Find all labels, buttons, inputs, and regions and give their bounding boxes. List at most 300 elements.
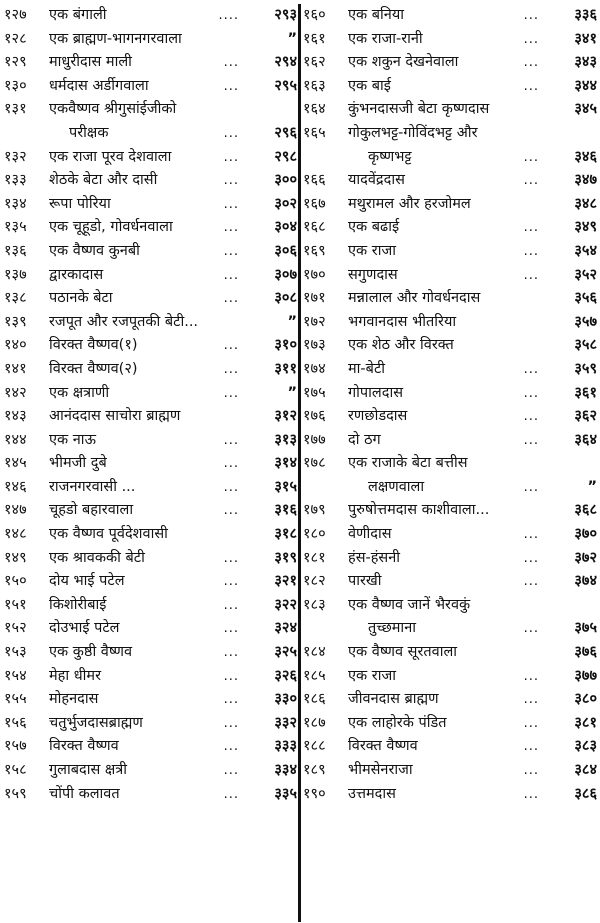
entry-page-number: २९४: [274, 54, 297, 71]
entry-title-line: विरक्त वैष्णव(२): [49, 360, 138, 377]
index-entry: [303, 429, 597, 453]
entry-number: १८१: [303, 549, 326, 566]
entry-number: १६४: [303, 101, 326, 118]
entry-number: १८९: [303, 762, 326, 778]
entry-number: १५९: [4, 785, 27, 802]
entry-page-number: ३७०: [574, 526, 597, 543]
entry-title-line: माधुरीदास माली: [49, 54, 132, 71]
entry-title-line: चतुर्भुजदासब्राह्मण: [49, 714, 143, 731]
entry-page-number: ३३४: [274, 762, 297, 778]
entry-title-line: एक क्षत्राणी: [49, 384, 110, 401]
entry-page-number: ३२१: [274, 573, 297, 590]
entry-title-line: एक वैष्णव सूरतवाला: [348, 644, 458, 661]
entry-page-number: ३४१: [574, 30, 597, 47]
entry-title-line: एक बंगाली: [49, 7, 107, 23]
entry-page-number: ३८६: [574, 785, 597, 802]
entry-number: १६९: [303, 242, 326, 259]
entry-number: १७५: [303, 384, 326, 401]
entry-title-line: विरक्त वैष्णव: [348, 738, 418, 755]
entry-page-number: ३७५: [574, 620, 597, 637]
entry-number: १५७: [4, 738, 27, 755]
entry-number: १४०: [4, 337, 27, 354]
index-entry: [4, 759, 297, 783]
entry-number: १३६: [4, 242, 27, 259]
index-entry: [303, 358, 597, 382]
entry-title-line: भगवानदास भीतरिया: [348, 313, 457, 330]
entry-number: १३८: [4, 290, 27, 307]
entry-title-line: शेठके बेटा और दासी: [49, 172, 158, 189]
entry-page-number: ३६४: [574, 431, 597, 448]
entry-number: १४५: [4, 455, 27, 472]
entry-title-line: मोहनदास: [49, 691, 99, 708]
leader-dots: ...: [223, 739, 239, 755]
index-entry: [303, 240, 597, 264]
entry-number: १६६: [303, 172, 326, 189]
entry-page-number: ”: [287, 384, 297, 401]
leader-dots: ...: [223, 196, 239, 212]
entry-number: १७२: [303, 313, 326, 330]
entry-page-number: ”: [287, 313, 297, 330]
index-entry: [4, 146, 297, 170]
entry-title-continuation: लक्षणवाला: [368, 478, 425, 495]
entry-number: १३०: [4, 77, 27, 94]
index-entry: [4, 617, 297, 641]
leader-dots: ...: [523, 55, 539, 71]
leader-dots: ...: [523, 479, 539, 495]
entry-number: १८७: [303, 714, 326, 731]
leader-dots: ...: [523, 409, 539, 425]
entry-title-line: दो ठग: [348, 431, 381, 448]
entry-page-number: ३४४: [574, 77, 597, 94]
entry-number: १५६: [4, 714, 27, 731]
leader-dots: ...: [223, 645, 239, 661]
leader-dots: ...: [523, 432, 539, 448]
entry-title-line: रूपा पोरिया: [49, 195, 111, 212]
index-entry: [303, 334, 597, 358]
index-entry: [303, 594, 597, 641]
index-entry: [4, 641, 297, 665]
entry-title-line: किशोरीबाई: [49, 596, 107, 613]
entry-title-line: मेहा धीमर: [49, 667, 102, 684]
entry-number: १३७: [4, 266, 27, 283]
entry-number: १९०: [303, 785, 326, 802]
entry-title-line: जीवनदास ब्राह्मण: [348, 691, 439, 708]
leader-dots: ...: [523, 574, 539, 590]
index-entry: [4, 28, 297, 52]
entry-number: १७१: [303, 290, 326, 307]
index-entry: [4, 405, 297, 429]
entry-page-number: ३४७: [574, 172, 597, 189]
entry-page-number: ३०२: [274, 195, 297, 212]
index-entry: [4, 75, 297, 99]
entry-number: १७९: [303, 502, 326, 519]
leader-dots: ...: [523, 149, 539, 165]
index-entry: [303, 523, 597, 547]
entry-page-number: ३४९: [574, 219, 597, 236]
entry-title-line: द्वारकादास: [49, 266, 104, 283]
entry-page-number: ३८४: [574, 762, 597, 778]
entry-title-line: एक कुष्ठी वैष्णव: [49, 644, 133, 661]
entry-title-line: एक वैष्णव कुनबी: [49, 242, 140, 259]
leader-dots: ...: [223, 55, 239, 71]
entry-title-line: रजपूत और रजपूतकी बेटी...: [49, 313, 199, 330]
entry-title-line: एक शकुन देखनेवाला: [348, 54, 459, 71]
entry-page-number: ३२५: [274, 644, 297, 661]
entry-page-number: ३७२: [574, 549, 597, 566]
index-entry: [4, 783, 297, 807]
entry-page-number: ३७७: [574, 667, 597, 684]
entry-page-number: ३३०: [274, 691, 297, 708]
entry-title-line: एक ब्राह्मण-भागनगरवाला: [49, 30, 182, 47]
entry-number: १५४: [4, 667, 27, 684]
entry-number: १३४: [4, 195, 27, 212]
entry-number: १३९: [4, 313, 27, 330]
entry-title-line: एक शेठ और विरक्त: [348, 337, 454, 354]
index-entry: [4, 547, 297, 571]
index-entry: [4, 665, 297, 689]
entry-page-number: ३१२: [274, 408, 297, 425]
entry-number: १४९: [4, 549, 27, 566]
entry-number: १६०: [303, 7, 326, 23]
entry-page-number: ३४३: [574, 54, 597, 71]
leader-dots: ...: [523, 786, 539, 802]
leader-dots: ...: [223, 763, 239, 778]
leader-dots: ...: [523, 78, 539, 94]
entry-title-line: गोपालदास: [348, 384, 403, 401]
index-entry: [303, 499, 597, 523]
entry-title-line: मन्नालाल और गोवर्धनदास: [348, 290, 481, 307]
entry-number: १४६: [4, 478, 27, 495]
entry-page-number: ३१८: [274, 526, 297, 543]
index-entry: [303, 547, 597, 571]
entry-title-line: गुलाबदास क्षत्री: [49, 762, 128, 778]
index-entry: [4, 570, 297, 594]
leader-dots: ...: [223, 432, 239, 448]
leader-dots: ...: [223, 385, 239, 401]
entry-number: १२८: [4, 30, 27, 47]
entry-number: १७७: [303, 431, 326, 448]
entry-page-number: ३७४: [574, 573, 597, 590]
index-entry: [303, 783, 597, 807]
leader-dots: ...: [223, 597, 239, 613]
entry-page-number: ३१९: [274, 549, 297, 566]
entry-title-line: मथुरामल और हरजोमल: [348, 195, 471, 212]
index-entry: [4, 688, 297, 712]
entry-page-number: ३५९: [574, 360, 597, 377]
leader-dots: ...: [523, 31, 539, 47]
leader-dots: ...: [223, 291, 239, 307]
leader-dots: ...: [223, 715, 239, 731]
index-entry: [303, 382, 597, 406]
index-entry: [4, 499, 297, 523]
entry-number: १५२: [4, 620, 27, 637]
leader-dots: ...: [523, 220, 539, 236]
entry-title-line: राजनगरवासी ...: [49, 478, 136, 495]
entry-page-number: ३३३: [274, 738, 297, 755]
index-entry: [4, 98, 297, 145]
index-entry: [4, 712, 297, 736]
entry-page-number: ३१५: [274, 478, 297, 495]
leader-dots: ...: [523, 715, 539, 731]
leader-dots: ...: [223, 503, 239, 519]
index-entry: [4, 4, 297, 28]
entry-page-number: २९५: [274, 77, 297, 94]
entry-title-line: एक वैष्णव जानें भैरवकुं: [348, 596, 471, 613]
entry-page-number: ३३५: [274, 785, 297, 802]
entry-number: १४७: [4, 502, 27, 519]
entry-page-number: ३०७: [274, 266, 297, 283]
entry-number: १८४: [303, 644, 326, 661]
entry-title-line: एक वैष्णव पूर्वदेशवासी: [49, 526, 168, 543]
index-entry: [303, 216, 597, 240]
leader-dots: ...: [523, 621, 539, 637]
entry-number: १२९: [4, 54, 27, 71]
index-entry: [4, 240, 297, 264]
entry-page-number: ३५७: [574, 313, 597, 330]
entry-number: १८६: [303, 691, 326, 708]
entry-title-line: एक नाऊ: [49, 431, 96, 448]
entry-page-number: ३७६: [574, 644, 597, 661]
entry-number: १४३: [4, 408, 27, 425]
index-entry: [4, 193, 297, 217]
index-entry: [303, 98, 597, 122]
entry-title-line: एक बनिया: [348, 7, 405, 23]
entry-number: १७०: [303, 266, 326, 283]
leader-dots: ...: [523, 8, 539, 23]
index-entry: [303, 28, 597, 52]
entry-number: १४४: [4, 431, 27, 448]
entry-page-number: ३८०: [574, 691, 597, 708]
entry-number: १८०: [303, 526, 326, 543]
index-entry: [4, 358, 297, 382]
entry-page-number: ३०८: [274, 290, 297, 307]
entry-number: १५८: [4, 762, 27, 778]
entry-title-line: एक राजा: [348, 242, 396, 259]
index-entry: [303, 311, 597, 335]
index-entry: [4, 169, 297, 193]
entry-title-line: दोय भाई पटेल: [49, 573, 125, 590]
entry-number: १६७: [303, 195, 326, 212]
leader-dots: ...: [523, 385, 539, 401]
entry-title-line: विरक्त वैष्णव: [49, 738, 119, 755]
index-entry: [4, 382, 297, 406]
leader-dots: ...: [523, 763, 539, 778]
entry-number: १६३: [303, 77, 326, 94]
leader-dots: ...: [523, 361, 539, 377]
entry-title-line: उत्तमदास: [348, 785, 396, 802]
entry-title-line: यादवेंद्रदास: [348, 172, 405, 189]
entry-number: १५५: [4, 691, 27, 708]
leader-dots: ...: [523, 692, 539, 708]
entry-number: १७८: [303, 455, 326, 472]
entry-number: १३३: [4, 172, 27, 189]
entry-title-line: एक श्रावककी बेटी: [49, 549, 145, 566]
leader-dots: ...: [223, 621, 239, 637]
entry-number: १३२: [4, 148, 27, 165]
leader-dots: ...: [523, 668, 539, 684]
entry-title-line: रणछोडदास: [348, 408, 408, 425]
entry-page-number: ३५४: [574, 242, 597, 259]
entry-title-line: भीमजी दुबे: [49, 455, 107, 472]
entry-title-line: एक राजा पूरव देशवाला: [49, 148, 172, 165]
entry-number: १८५: [303, 667, 326, 684]
entry-page-number: ३५६: [574, 290, 597, 307]
entry-page-number: ३००: [274, 172, 297, 189]
entry-number: १२७: [4, 7, 27, 23]
entry-page-number: ३४६: [574, 148, 597, 165]
index-entry: [303, 122, 597, 169]
index-entry: [303, 169, 597, 193]
entry-title-line: सगुणदास: [348, 266, 398, 283]
entry-title-continuation: कृष्णभट्ट: [368, 148, 412, 165]
leader-dots: ...: [223, 550, 239, 566]
entry-page-number: २९८: [274, 148, 297, 165]
entry-number: १७६: [303, 408, 326, 425]
leader-dots: ...: [223, 220, 239, 236]
leader-dots: ...: [223, 338, 239, 354]
entry-page-number: ३१६: [274, 502, 297, 519]
entry-number: १५३: [4, 644, 27, 661]
index-entry: [303, 641, 597, 665]
entry-number: १६१: [303, 30, 326, 47]
entry-page-number: ३०४: [274, 219, 297, 236]
entry-title-line: गोकुलभट्ट-गोविंदभट्ट और: [348, 124, 478, 141]
leader-dots: ...: [223, 173, 239, 189]
entry-page-number: ३६२: [574, 408, 597, 425]
entry-number: १५०: [4, 573, 27, 590]
index-entry: [303, 712, 597, 736]
entry-page-number: ३१०: [274, 337, 297, 354]
entry-page-number: २९३: [274, 7, 297, 23]
leader-dots: ...: [223, 78, 239, 94]
entry-title-line: पारखी: [348, 573, 382, 590]
entry-number: १७४: [303, 360, 326, 377]
entry-page-number: ३६८: [574, 502, 597, 519]
entry-title-line: एकवैष्णव श्रीगुसांईजीको: [49, 101, 177, 118]
entry-page-number: ३२४: [274, 620, 297, 637]
entry-number: १८३: [303, 596, 326, 613]
index-entry: [303, 264, 597, 288]
index-entry: [303, 735, 597, 759]
leader-dots: ...: [523, 739, 539, 755]
leader-dots: ...: [223, 574, 239, 590]
entry-page-number: ३४८: [574, 195, 597, 212]
left-column: [4, 4, 297, 806]
leader-dots: ...: [223, 125, 239, 141]
entry-page-number: ३५८: [574, 337, 597, 354]
leader-dots: ...: [223, 149, 239, 165]
entry-number: १५१: [4, 596, 27, 613]
index-entry: [4, 735, 297, 759]
entry-page-number: ३११: [274, 360, 297, 377]
leader-dots: ...: [523, 527, 539, 543]
entry-title-line: दोउभाई पटेल: [49, 620, 120, 637]
entry-title-line: एक बाई: [348, 77, 391, 94]
leader-dots: ...: [223, 267, 239, 283]
entry-page-number: ३३२: [274, 714, 297, 731]
entry-page-number: २९६: [274, 124, 297, 141]
leader-dots: ...: [223, 786, 239, 802]
index-entry: [303, 405, 597, 429]
entry-page-number: ३५२: [574, 266, 597, 283]
index-entry: [4, 287, 297, 311]
leader-dots: ...: [223, 243, 239, 259]
index-entry: [4, 264, 297, 288]
entry-title-line: एक राजाके बेटा बत्तीस: [348, 455, 468, 472]
entry-title-line: मा-बेटी: [348, 360, 386, 377]
entry-page-number: ३२६: [274, 667, 297, 684]
entry-title-line: पठानके बेटा: [49, 290, 113, 307]
entry-title-line: वेणीदास: [348, 526, 392, 543]
index-entry: [4, 523, 297, 547]
leader-dots: ...: [223, 361, 239, 377]
leader-dots: ...: [223, 692, 239, 708]
entry-page-number: ३०६: [274, 242, 297, 259]
entry-number: १४८: [4, 526, 27, 543]
leader-dots: ...: [223, 668, 239, 684]
entry-number: १८८: [303, 738, 326, 755]
index-entry: [303, 287, 597, 311]
entry-page-number: ३८१: [574, 714, 597, 731]
leader-dots: ...: [523, 267, 539, 283]
entry-title-line: कुंभनदासजी बेटा कृष्णदास: [348, 101, 490, 118]
entry-title-line: एक चूहूडो, गोवर्धनवाला: [49, 219, 173, 236]
index-entry: [303, 75, 597, 99]
index-entry: [4, 594, 297, 618]
entry-number: १३१: [4, 101, 27, 118]
entry-title-line: चोंपी कलावत: [49, 785, 120, 802]
entry-page-number: ३१३: [274, 431, 297, 448]
entry-number: १४१: [4, 360, 27, 377]
leader-dots: ....: [218, 8, 239, 23]
index-entry: [4, 334, 297, 358]
index-entry: [4, 216, 297, 240]
entry-number: १३५: [4, 219, 27, 236]
entry-number: १८२: [303, 573, 326, 590]
leader-dots: ...: [223, 456, 239, 472]
entry-title-line: भीमसेनराजा: [348, 762, 413, 778]
index-entry: [4, 429, 297, 453]
entry-number: १७३: [303, 337, 326, 354]
index-entry: [303, 51, 597, 75]
entry-page-number: ३३६: [574, 7, 597, 23]
entry-title-continuation: परीक्षक: [69, 124, 109, 141]
column-divider: [298, 4, 301, 922]
entry-title-line: एक राजा-रानी: [348, 30, 423, 47]
entry-page-number: ”: [287, 30, 297, 47]
entry-number: १४२: [4, 384, 27, 401]
entry-page-number: ३६१: [574, 384, 597, 401]
index-entry: [303, 759, 597, 783]
entry-page-number: ३४५: [574, 101, 597, 118]
index-entry: [303, 193, 597, 217]
entry-title-line: एक बढाई: [348, 219, 400, 236]
index-entry: [4, 51, 297, 75]
entry-title-line: एक लाहोरके पंडित: [348, 714, 447, 731]
entry-number: १६५: [303, 124, 326, 141]
index-entry: [4, 476, 297, 500]
leader-dots: ...: [523, 550, 539, 566]
entry-page-number: ”: [587, 478, 597, 495]
entry-page-number: ३१४: [274, 455, 297, 472]
index-entry: [303, 4, 597, 28]
entry-number: १६८: [303, 219, 326, 236]
index-entry: [303, 452, 597, 499]
entry-title-line: आनंददास साचोरा ब्राह्मण: [49, 408, 181, 425]
entry-title-line: चूहडो बहारवाला: [49, 502, 134, 519]
entry-number: १६२: [303, 54, 326, 71]
index-entry: [4, 452, 297, 476]
